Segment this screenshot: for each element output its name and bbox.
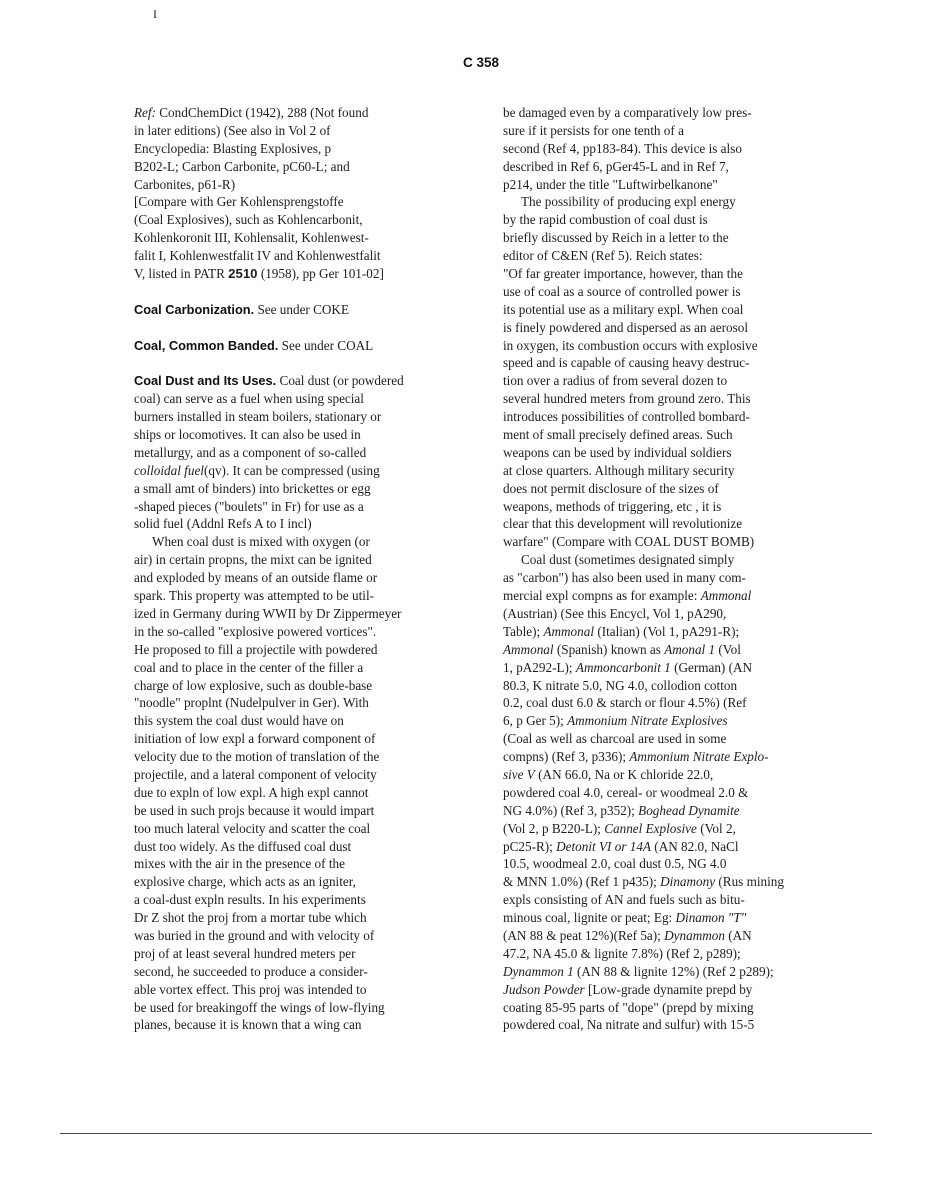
- body-line: as "carbon") has also been used in many com-: [503, 570, 746, 586]
- body-line: its potential use as a military expl. When coal: [503, 301, 744, 317]
- ref-line: Encyclopedia: Blasting Explosives, p: [134, 140, 332, 156]
- footer-rule: [60, 1133, 872, 1134]
- body-line: mixes with the air in the presence of the: [134, 856, 345, 872]
- body-line: use of coal as a source of controlled power is: [503, 283, 741, 299]
- body-line: Dynammon 1 (AN 88 & lignite 12%) (Ref 2 p289);: [503, 963, 774, 979]
- body-line: clear that this development will revolutionize: [503, 516, 743, 532]
- patr-number: 2510: [228, 266, 258, 282]
- body-line: several hundred meters from ground zero. This: [503, 391, 751, 407]
- body-line: velocity due to the motion of translation of the: [134, 749, 380, 765]
- body-line: 80.3, K nitrate 5.0, NG 4.0, collodion cotton: [503, 677, 738, 693]
- body-line: proj of at least several hundred meters per: [134, 945, 356, 961]
- body-line: (Austrian) (See this Encycl, Vol 1, pA290,: [503, 605, 727, 621]
- entry-heading: Coal Carbonization.: [134, 301, 255, 317]
- body-line: 1, pA292-L); Ammoncarbonit 1 (German) (AN: [503, 659, 753, 675]
- body-line: weapons, methods of triggering, etc , it is: [503, 498, 722, 514]
- body-line: briefly discussed by Reich in a letter to the: [503, 230, 729, 246]
- body-line: Judson Powder [Low-grade dynamite prepd by: [503, 981, 753, 997]
- body-line: (AN 88 & peat 12%)(Ref 5a); Dynammon (AN: [503, 927, 752, 943]
- body-line: be used for breakingoff the wings of low-flying: [134, 999, 385, 1015]
- body-line: powdered coal 4.0, cereal- or woodmeal 2.0 &: [503, 784, 749, 800]
- body-line: & MNN 1.0%) (Ref 1 p435); Dinamony (Rus mining: [503, 874, 784, 890]
- body-line: (Vol 2, p B220-L); Cannel Explosive (Vol 2,: [503, 820, 736, 836]
- body-line: at close quarters. Although military security: [503, 462, 735, 478]
- body-line: powdered coal, Na nitrate and sulfur) with 15-5: [503, 1017, 755, 1033]
- body-line: able vortex effect. This proj was intended to: [134, 981, 367, 997]
- body-line: He proposed to fill a projectile with powdered: [134, 641, 378, 657]
- page-number: C 358: [463, 55, 500, 70]
- right-column: [503, 104, 833, 1034]
- page-mark: I: [153, 7, 157, 21]
- body-line: explosive charge, which acts as an igniter,: [134, 874, 356, 890]
- body-line: described in Ref 6, pGer45-L and in Ref 7,: [503, 158, 729, 174]
- body-line: weapons can be used by individual soldiers: [503, 444, 732, 460]
- body-line: 10.5, woodmeal 2.0, coal dust 0.5, NG 4.0: [503, 856, 727, 872]
- body-line: pC25-R); Detonit VI or 14A (AN 82.0, NaCl: [503, 838, 739, 854]
- body-line: Ammonal (Spanish) known as Amonal 1 (Vol: [503, 641, 741, 657]
- body-line: initiation of low expl a forward component of: [134, 731, 376, 747]
- entry-heading: Coal Dust and Its Uses.: [134, 373, 277, 389]
- body-line: sive V (AN 66.0, Na or K chloride 22.0,: [503, 766, 714, 782]
- body-line: dust too widely. As the diffused coal dust: [134, 838, 352, 854]
- body-line: editor of C&EN (Ref 5). Reich states:: [503, 248, 703, 264]
- body-line: ment of small precisely defined areas. Such: [503, 427, 733, 443]
- compare-line: Kohlenkoronit III, Kohlensalit, Kohlenwest-: [134, 230, 369, 246]
- compare-line: (Coal Explosives), such as Kohlencarbonit,: [134, 212, 363, 228]
- body-line: burners installed in steam boilers, stationary or: [134, 409, 382, 425]
- body-line: mercial expl compns as for example: Ammonal: [503, 588, 752, 604]
- ref-line: B202-L; Carbon Carbonite, pC60-L; and: [134, 158, 350, 174]
- left-column: [134, 104, 474, 1034]
- body-line: does not permit disclosure of the sizes of: [503, 480, 719, 496]
- body-line: sure if it persists for one tenth of a: [503, 122, 684, 138]
- compare-line: [Compare with Ger Kohlensprengstoffe: [134, 194, 344, 210]
- body-line: metallurgy, and as a component of so-called: [134, 444, 367, 460]
- body-line: ships or locomotives. It can also be used in: [134, 427, 361, 443]
- ref-label: Ref:: [134, 105, 156, 120]
- body-line: be used in such projs because it would impart: [134, 802, 375, 818]
- ref-line: Carbonites, p61-R): [134, 176, 236, 192]
- body-line: coal) can serve as a fuel when using special: [134, 391, 364, 407]
- body-line: planes, because it is known that a wing can: [134, 1017, 362, 1033]
- body-line: a coal-dust expln results. In his experiments: [134, 892, 366, 908]
- body-line: 0.2, coal dust 6.0 & starch or flour 4.5%) (Ref: [503, 695, 747, 711]
- body-line: minous coal, lignite or peat; Eg: Dinamon "T": [503, 910, 747, 926]
- body-line: ized in Germany during WWII by Dr Zippermeyer: [134, 605, 402, 621]
- body-line: "Of far greater importance, however, than the: [503, 266, 743, 282]
- body-line: "noodle" proplnt (Nudelpulver in Ger). With: [134, 695, 369, 711]
- body-line: second, he succeeded to produce a consider-: [134, 963, 368, 979]
- body-line: too much lateral velocity and scatter the coal: [134, 820, 371, 836]
- body-line: and exploded by means of an outside flame or: [134, 570, 378, 586]
- body-line: due to expln of low expl. A high expl cannot: [134, 784, 369, 800]
- body-line: projectile, and a lateral component of velocity: [134, 766, 377, 782]
- body-line: second (Ref 4, pp183-84). This device is also: [503, 140, 742, 156]
- body-line: The possibility of producing expl energy: [521, 194, 736, 210]
- body-line: in oxygen, its combustion occurs with explosive: [503, 337, 758, 353]
- body-line: by the rapid combustion of coal dust is: [503, 212, 708, 228]
- body-line: a small amt of binders) into brickettes or egg: [134, 480, 371, 496]
- body-line: was buried in the ground and with velocity of: [134, 927, 375, 943]
- body-line: solid fuel (Addnl Refs A to I incl): [134, 516, 312, 532]
- compare-line: falit I, Kohlenwestfalit IV and Kohlenwestfalit: [134, 248, 381, 264]
- body-line: is finely powdered and dispersed as an aerosol: [503, 319, 748, 335]
- colloidal-fuel-term: colloidal fuel: [134, 462, 204, 478]
- body-line: air) in certain propns, the mixt can be ignited: [134, 552, 372, 568]
- body-line: Table); Ammonal (Italian) (Vol 1, pA291-R);: [503, 623, 740, 639]
- body-line: 47.2, NA 45.0 & lignite 7.8%) (Ref 2, p289);: [503, 945, 741, 961]
- body-line: introduces possibilities of controlled bombard-: [503, 409, 750, 425]
- body-line: coal and to place in the center of the filler a: [134, 659, 364, 675]
- coal-carbonization-entry: Coal Carbonization. See under COKE: [134, 301, 350, 317]
- body-line: compns) (Ref 3, p336); Ammonium Nitrate Explo-: [503, 749, 769, 765]
- body-line: tion over a radius of from several dozen to: [503, 373, 728, 389]
- body-line: 6, p Ger 5); Ammonium Nitrate Explosives: [503, 713, 728, 729]
- ref-line: Ref: CondChemDict (1942), 288 (Not found: [134, 105, 369, 120]
- body-line: When coal dust is mixed with oxygen (or: [152, 534, 370, 550]
- body-line: Coal dust (sometimes designated simply: [521, 552, 735, 568]
- body-line: Dr Z shot the proj from a mortar tube which: [134, 910, 367, 926]
- compare-line: V, listed in PATR 2510 (1958), pp Ger 101-02]: [134, 266, 384, 282]
- body-line: -shaped pieces ("boulets" in Fr) for use as a: [134, 498, 364, 514]
- body-line: spark. This property was attempted to be util-: [134, 588, 375, 604]
- body-line: charge of low explosive, such as double-base: [134, 677, 373, 693]
- ref-line: in later editions) (See also in Vol 2 of: [134, 122, 331, 138]
- body-line: be damaged even by a comparatively low pres-: [503, 105, 752, 120]
- coal-banded-entry: Coal, Common Banded. See under COAL: [134, 337, 374, 353]
- body-line: (Coal as well as charcoal are used in some: [503, 731, 727, 747]
- body-line: in the so-called "explosive powered vortices".: [134, 623, 377, 639]
- body-line: expls consisting of AN and fuels such as bitu-: [503, 892, 745, 908]
- coal-dust-entry: Coal Dust and Its Uses. Coal dust (or powdered: [134, 373, 404, 389]
- entry-heading: Coal, Common Banded.: [134, 337, 279, 353]
- body-line: p214, under the title "Luftwirbelkanone": [503, 176, 718, 192]
- body-line: colloidal fuel(qv). It can be compressed (using: [134, 462, 380, 478]
- body-line: coating 85-95 parts of "dope" (prepd by mixing: [503, 999, 754, 1015]
- body-line: speed and is capable of causing heavy destruc-: [503, 355, 750, 371]
- body-line: NG 4.0%) (Ref 3, p352); Boghead Dynamite: [503, 802, 740, 818]
- body-line: warfare" (Compare with COAL DUST BOMB): [503, 534, 755, 550]
- body-line: this system the coal dust would have on: [134, 713, 344, 729]
